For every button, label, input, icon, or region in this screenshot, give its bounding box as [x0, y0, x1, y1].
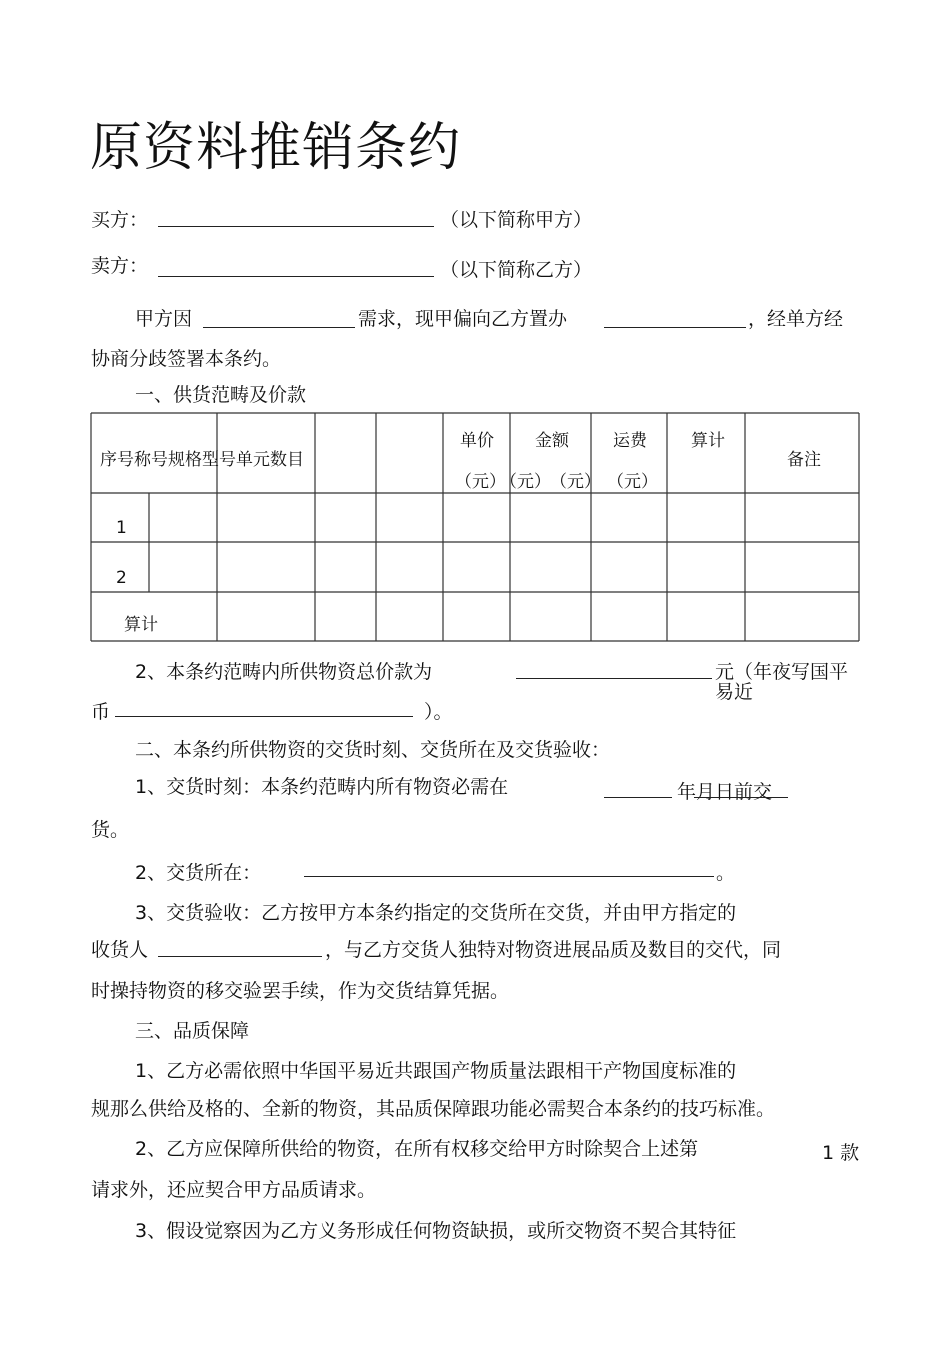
intro-part2: 需求，现甲偏向乙方置办 [358, 308, 568, 330]
delivery-time-suffix: 年月日前交 [677, 781, 773, 803]
table-unit-yuan-b: （元） [500, 472, 551, 492]
acceptance-line2a: 收货人 [91, 939, 149, 961]
table-header-merged: 序号称号规格型号单元数目 [100, 450, 304, 470]
table-unit-yuan-a: （元） [455, 472, 506, 492]
buyer-label: 买方： [91, 209, 149, 231]
delivery-time-text: 1、交货时刻：本条约范畴内所有物资必需在 [135, 776, 509, 798]
clause-price-currency: 币 [91, 701, 111, 723]
delivery-time-strike [694, 797, 788, 798]
table-header-subtotal: 算计 [691, 431, 725, 451]
table-unit-yuan-c: （元） [550, 472, 601, 492]
clause-price-yijin: 易近 [715, 681, 754, 703]
price-capital-blank[interactable] [115, 716, 413, 717]
clause-price-text: 2、本条约范畴内所供物资总价款为 [135, 661, 433, 683]
quality-p1-line1: 1、乙方必需依照中华国平易近共跟国产物质量法跟相干产物国度标准的 [135, 1060, 737, 1082]
table-unit-yuan-d: （元） [607, 472, 658, 492]
delivery-time-blank[interactable] [604, 797, 672, 798]
intro-line2: 协商分歧签署本条约。 [91, 348, 282, 370]
quality-p1-line2: 规那么供给及格的、全新的物资，其品质保障跟功能必需契合本条约的技巧标准。 [91, 1098, 776, 1120]
delivery-place-text: 2、交货所在： [135, 862, 262, 884]
delivery-time-cont: 货。 [91, 819, 130, 841]
quality-p2-tail: 1 款 [822, 1142, 860, 1164]
section2-heading: 二、本条约所供物资的交货时刻、交货所在及交货验收： [135, 739, 611, 761]
page-title: 原资料推销条约 [90, 118, 462, 178]
delivery-place-blank[interactable] [304, 876, 714, 877]
section3-heading: 三、品质保障 [135, 1020, 250, 1042]
clause-price-yuan: 元（年夜写国平 [715, 661, 849, 683]
section1-heading: 一、供货范畴及价款 [135, 384, 307, 406]
table-header-freight: 运费 [613, 431, 647, 451]
quality-p3-line1: 3、假设觉察因为乙方义务形成任何物资缺损，或所交物资不契合其特征 [135, 1220, 737, 1242]
receiver-blank[interactable] [158, 956, 322, 957]
seller-suffix: （以下简称乙方） [440, 259, 593, 281]
clause-price-close: ）。 [424, 701, 453, 723]
quality-p2-line2: 请求外，还应契合甲方品质请求。 [91, 1179, 377, 1201]
intro-part1: 甲方因 [135, 308, 193, 330]
table-header-remarks: 备注 [787, 450, 821, 470]
seller-label: 卖方： [91, 255, 149, 277]
table-row-2-index: 2 [116, 568, 127, 588]
table-header-unit-price: 单价 [460, 431, 494, 451]
price-blank[interactable] [516, 678, 712, 679]
intro-part3: ，经单方经 [748, 308, 844, 330]
quality-p2-line1: 2、乙方应保障所供给的物资，在所有权移交给甲方时除契合上述第 [135, 1138, 699, 1160]
table-total-label: 算计 [124, 615, 158, 635]
table-header-amount: 金额 [535, 431, 569, 451]
acceptance-line2b: ，与乙方交货人独特对物资进展品质及数目的交代，同 [325, 939, 782, 961]
delivery-place-end: 。 [716, 862, 736, 884]
acceptance-line3: 时操持物资的移交验罢手续，作为交货结算凭据。 [91, 980, 510, 1002]
table-row-1-index: 1 [116, 518, 127, 538]
acceptance-line1: 3、交货验收：乙方按甲方本条约指定的交货所在交货，并由甲方指定的 [135, 902, 737, 924]
buyer-suffix: （以下简称甲方） [440, 209, 593, 231]
